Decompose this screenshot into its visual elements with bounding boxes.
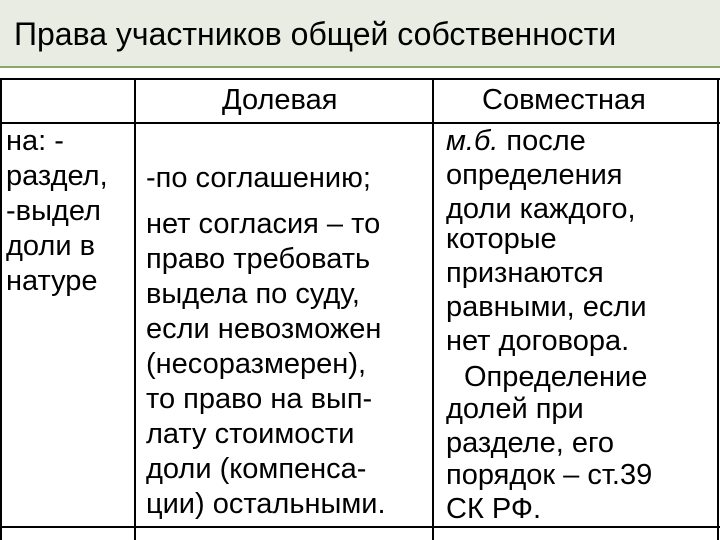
col3-line: Определение (464, 361, 648, 393)
col3-first-rest: после (498, 125, 586, 157)
col1-line: на: - (6, 125, 64, 157)
col2-line: ции) остальными. (146, 488, 386, 520)
col3-first-line (446, 124, 586, 159)
col-divider-left (0, 78, 2, 540)
header-sovmestnaya: Совместная (482, 84, 646, 116)
col3-line: нет договора. (446, 325, 630, 357)
col3-line: признаются (446, 257, 604, 289)
col-divider-right (717, 78, 719, 540)
title-bar (0, 0, 720, 68)
col2-line: нет согласия – то (146, 208, 381, 240)
col2-line: лату стоимости (146, 418, 355, 450)
col3-line: определения (446, 159, 623, 191)
col1-line: раздел, (6, 160, 108, 192)
table-bottom-border (0, 526, 720, 528)
col1-line: доли в (6, 230, 95, 262)
col-divider-1 (134, 78, 136, 540)
col-divider-2 (432, 78, 434, 540)
col1-line: натуре (6, 265, 98, 297)
col3-line: доли каждого, (446, 193, 636, 225)
col3-line: разделе, его (446, 427, 615, 459)
col1-line: -выдел (6, 195, 101, 227)
col2-line: право требовать (146, 243, 371, 275)
header-row-border (0, 122, 720, 124)
col3-line: порядок – ст.39 (446, 459, 653, 491)
col3-line: СК РФ. (446, 493, 542, 525)
col3-line: равными, если (446, 291, 647, 323)
col3-line: долей при (446, 393, 584, 425)
col2-line: (несоразмерен), (146, 348, 367, 380)
col3-italic-mb: м.б. (446, 125, 499, 157)
slide-title: Права участников общей собственности (14, 16, 617, 52)
col2-line: -по соглашению; (146, 162, 371, 194)
col2-line: выдела по суду, (146, 278, 360, 310)
col3-line: которые (446, 223, 557, 255)
table-top-border (0, 78, 720, 80)
col2-line: то право на вып- (146, 383, 373, 415)
header-dolevaya: Долевая (222, 84, 338, 116)
col2-line: если невозможен (146, 313, 382, 345)
col2-line: доли (компенса- (146, 453, 367, 485)
